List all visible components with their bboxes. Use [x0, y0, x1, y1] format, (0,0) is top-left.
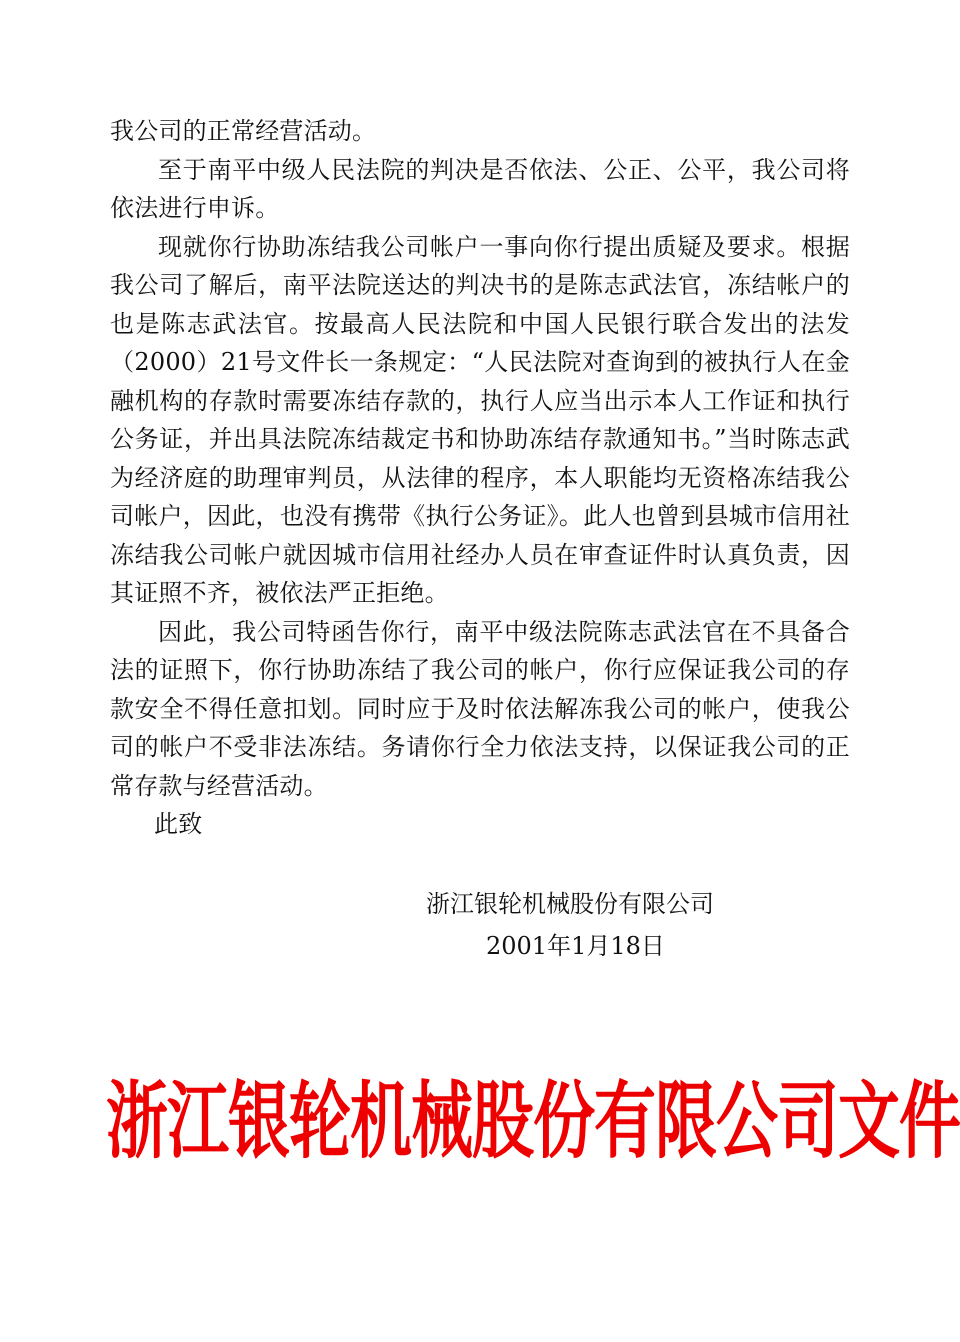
paragraph-request: 因此，我公司特函告你行，南平中级法院陈志武法官在不具备合法的证照下，你行协助冻结了我公司的帐户，你行应保证我公司的存款安全不得任意扣划。同时应于及时依法解冻我公司的帐户，使我公司的帐户不受非法冻结。务请你行全力依法支持，以保证我公司的正常存款与经营活动。: [110, 617, 850, 800]
letter-body: [110, 112, 850, 844]
closing-salutation: 此致: [154, 810, 203, 838]
paragraph-appeal: 至于南平中级人民法院的判决是否依法、公正、公平，我公司将依法进行申诉。: [110, 155, 850, 222]
signature-date: 2001年1月18日: [486, 932, 665, 960]
letterhead-title: 浙江银轮机械股份有限公司文件: [106, 1071, 960, 1171]
paragraph-objection: 现就你行协助冻结我公司帐户一事向你行提出质疑及要求。根据我公司了解后，南平法院送达的判决书的是陈志武法官，冻结帐户的也是陈志武法官。按最高人民法院和中国人民银行联合发出的法发（2000）21号文件长一条规定：“人民法院对查询到的被执行人在金融机构的存款时需要冻结存款的，执行人应当出示本人工作证和执行公务证，并出具法院冻结裁定书和协助冻结存款通知书。”当时陈志武为经济庭的助理审判员，从法律的程序，本人职能均无资格冻结我公司帐户，因此，也没有携带《执行公务证》。此人也曾到县城市信用社冻结我公司帐户就因城市信用社经办人员在审查证件时认真负责，因其证照不齐，被依法严正拒绝。: [110, 232, 850, 607]
letterhead-banner: [106, 1042, 960, 1171]
signature-company: 浙江银轮机械股份有限公司: [426, 890, 714, 918]
paragraph-continuation: 我公司的正常经营活动。: [110, 117, 377, 145]
